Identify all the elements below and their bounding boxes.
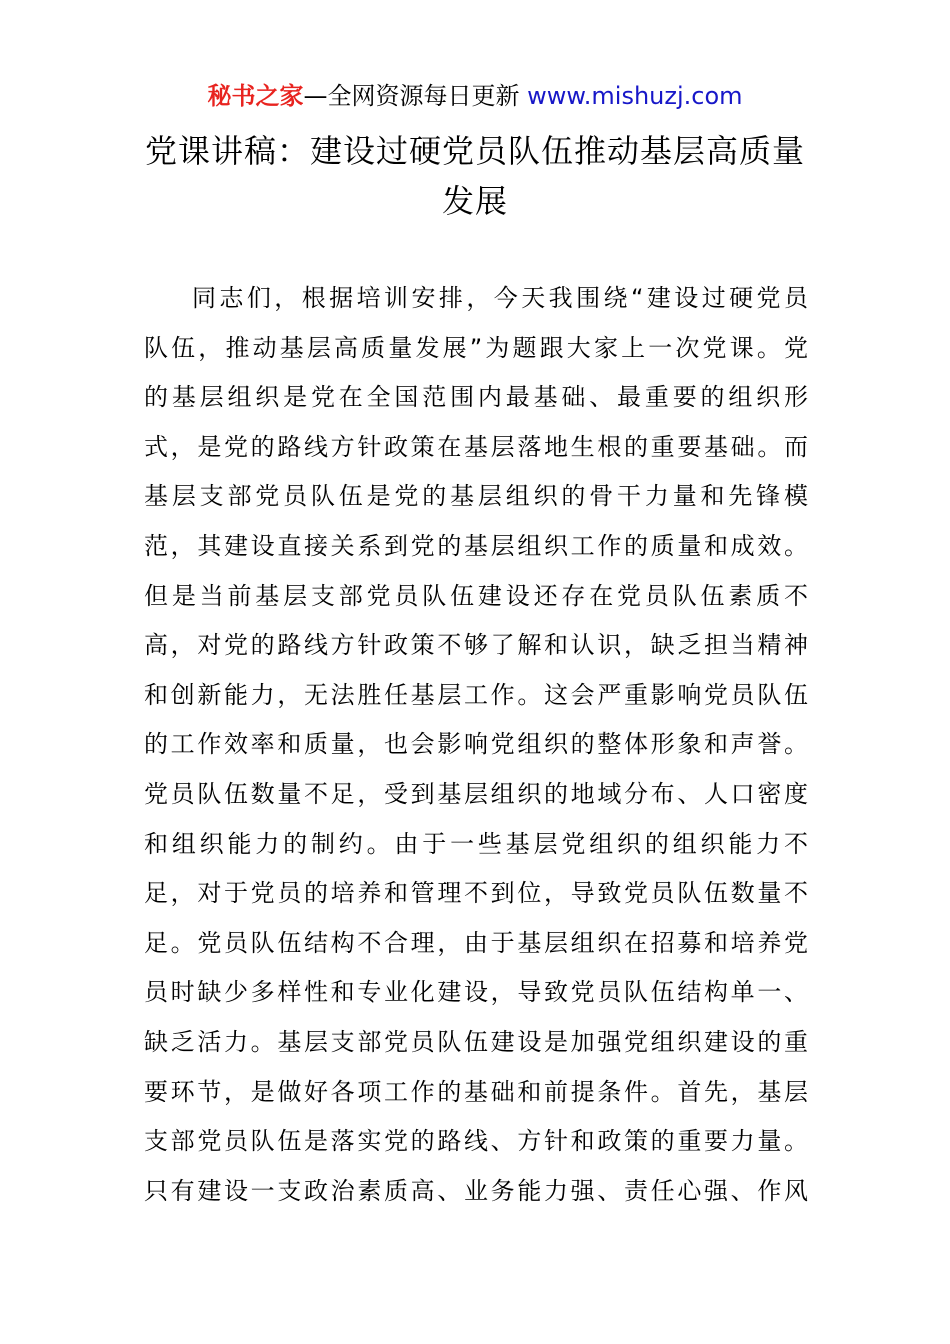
body-line: 员时缺少多样性和专业化建设，导致党员队伍结构单一、 (144, 978, 808, 1007)
site-url-link[interactable]: www.mishuzj.com (527, 82, 743, 110)
body-line: 支部党员队伍是落实党的路线、方针和政策的重要力量。 (144, 1127, 808, 1156)
document-title (0, 126, 950, 226)
body-line: 基层支部党员队伍是党的基层组织的骨干力量和先锋模 (144, 482, 808, 511)
body-line: 足，对于党员的培养和管理不到位，导致党员队伍数量不 (144, 879, 808, 908)
title-line-2: 发展 (441, 182, 508, 220)
body-line: 范，其建设直接关系到党的基层组织工作的质量和成效。 (144, 531, 808, 560)
body-line: 同志们，根据培训安排，今天我围绕“建设过硬党员 (192, 284, 808, 312)
site-brand: 秘书之家 (207, 82, 304, 110)
body-line: 党员队伍数量不足，受到基层组织的地域分布、人口密度 (144, 779, 808, 808)
body-line: 缺乏活力。基层支部党员队伍建设是加强党组织建设的重 (144, 1027, 808, 1056)
body-line: 足。党员队伍结构不合理，由于基层组织在招募和培养党 (144, 928, 808, 957)
body-line: 式，是党的路线方针政策在基层落地生根的重要基础。而 (144, 432, 808, 461)
site-tagline: —全网资源每日更新 (303, 82, 520, 110)
site-header (0, 80, 950, 112)
body-line: 和创新能力，无法胜任基层工作。这会严重影响党员队伍 (144, 680, 808, 709)
body-line: 但是当前基层支部党员队伍建设还存在党员队伍素质不 (144, 581, 808, 610)
body-line: 只有建设一支政治素质高、业务能力强、责任心强、作风 (144, 1176, 808, 1205)
document-body (144, 274, 808, 1216)
body-line: 队伍，推动基层高质量发展”为题跟大家上一次党课。党 (144, 333, 808, 362)
body-line: 的基层组织是党在全国范围内最基础、最重要的组织形 (144, 383, 808, 412)
body-line: 要环节，是做好各项工作的基础和前提条件。首先，基层 (144, 1077, 808, 1106)
body-line: 和组织能力的制约。由于一些基层党组织的组织能力不 (144, 829, 808, 858)
body-line: 高，对党的路线方针政策不够了解和认识，缺乏担当精神 (144, 631, 808, 660)
body-line: 的工作效率和质量，也会影响党组织的整体形象和声誉。 (144, 730, 808, 759)
title-line-1: 党课讲稿：建设过硬党员队伍推动基层高质量 (144, 132, 805, 170)
